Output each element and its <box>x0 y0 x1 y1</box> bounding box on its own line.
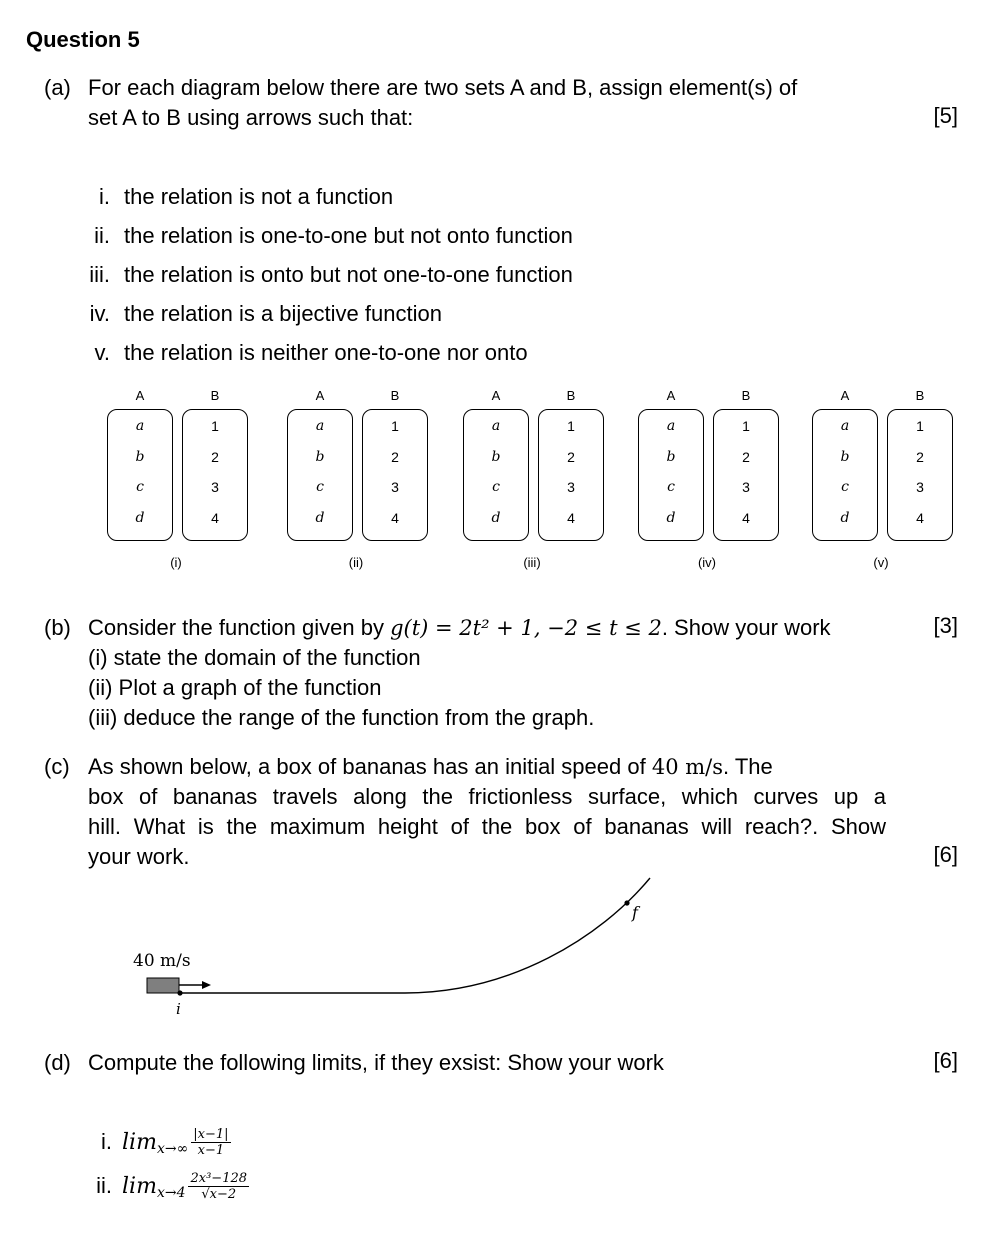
part-a-item <box>0 260 573 290</box>
part-a-items <box>0 182 700 382</box>
set-a-element: b <box>315 448 325 465</box>
part-a-item-num: i. <box>99 184 110 209</box>
initial-speed: 40 m/s <box>651 755 723 779</box>
set-a-element: a <box>315 418 325 434</box>
set-a-element: a <box>840 418 850 434</box>
limit-i-denominator: x−1 <box>197 1142 225 1158</box>
track-curve <box>180 878 650 993</box>
part-c-line3: hill. What is the maximum height of the box of bananas will reach?. Show <box>88 814 886 839</box>
set-a-element: c <box>841 479 849 495</box>
set-a-element: d <box>666 509 676 526</box>
set-b-element: 2 <box>211 448 219 465</box>
limit-ii-lim: lim <box>122 1173 157 1199</box>
limit-i-num: i. <box>101 1129 112 1154</box>
part-d-label: (d) <box>44 1050 71 1075</box>
set-a-label: A <box>666 388 676 403</box>
part-b-sub-iii: (iii) deduce the range of the function from the graph. <box>88 705 595 730</box>
velocity-arrow-head <box>202 981 211 989</box>
part-b-line1 <box>88 613 831 643</box>
part-a-item-text: the relation is a bijective function <box>124 301 442 326</box>
set-a-element: a <box>491 418 501 434</box>
set-b-element: 4 <box>391 509 399 526</box>
part-c-line1-post: . The <box>723 754 773 779</box>
set-b-box <box>887 409 953 541</box>
part-a-item-text: the relation is neither one-to-one nor onto <box>124 340 528 365</box>
set-b-element: 1 <box>916 418 924 434</box>
part-b-sub-ii: (ii) Plot a graph of the function <box>88 675 382 700</box>
set-b-label: B <box>566 388 576 403</box>
part-b-line1-pre: Consider the function given by <box>88 615 391 640</box>
set-b-box <box>713 409 779 541</box>
part-c-line1 <box>88 752 886 782</box>
part-c-label: (c) <box>44 754 70 779</box>
set-b-element: 3 <box>916 479 924 495</box>
set-a-label: A <box>315 388 325 403</box>
set-diagram <box>638 385 788 575</box>
set-b-element: 4 <box>567 509 575 526</box>
limit-i-fraction <box>191 1127 230 1158</box>
part-a-item-text: the relation is one-to-one but not onto function <box>124 223 573 248</box>
diagram-caption: (iii) <box>523 555 541 570</box>
diagram-caption: (v) <box>873 555 889 570</box>
limit-ii <box>0 1168 249 1204</box>
limit-ii-fraction <box>188 1171 249 1202</box>
limit-ii-denominator: √x−2 <box>201 1186 237 1202</box>
limit-ii-numerator: 2x³−128 <box>190 1170 248 1186</box>
set-diagrams <box>0 385 1004 575</box>
set-a-box <box>463 409 529 541</box>
set-a-element: a <box>666 418 676 434</box>
set-b-element: 2 <box>742 448 750 465</box>
part-a-line1: For each diagram below there are two sets A and B, assign element(s) of <box>88 75 798 100</box>
set-b-element: 2 <box>391 448 399 465</box>
set-a-element: c <box>136 479 144 495</box>
set-b-box <box>182 409 248 541</box>
part-a-item-text: the relation is not a function <box>124 184 394 209</box>
part-a-marks: [5] <box>933 103 958 128</box>
set-a-box <box>812 409 878 541</box>
end-point <box>624 900 629 905</box>
question-title: Question 5 <box>26 27 140 52</box>
banana-box <box>147 978 179 993</box>
start-label: i <box>176 1000 181 1018</box>
hill-figure <box>0 868 1004 1028</box>
diagram-caption: (iv) <box>697 555 717 570</box>
diagram-caption: (i) <box>170 555 182 570</box>
set-a-element: b <box>491 448 501 465</box>
set-diagram <box>287 385 437 575</box>
part-a-item <box>0 338 528 368</box>
set-b-box <box>538 409 604 541</box>
set-a-label: A <box>491 388 501 403</box>
part-b-label: (b) <box>44 615 71 640</box>
set-a-element: d <box>840 509 850 526</box>
part-c-line4: your work. <box>88 844 190 869</box>
speed-label: 40 m/s <box>133 951 191 971</box>
set-b-element: 1 <box>391 418 399 434</box>
set-b-box <box>362 409 428 541</box>
part-a-item <box>0 221 573 251</box>
set-diagram <box>463 385 613 575</box>
set-b-element: 3 <box>211 479 219 495</box>
limit-ii-sub: x→4 <box>156 1185 186 1201</box>
set-a-label: A <box>135 388 145 403</box>
set-a-element: b <box>135 448 145 465</box>
set-b-element: 4 <box>916 509 924 526</box>
set-a-element: c <box>667 479 675 495</box>
set-a-box <box>107 409 173 541</box>
limit-i-sub: x→∞ <box>156 1141 189 1157</box>
limit-ii-num: ii. <box>96 1173 112 1198</box>
set-b-element: 1 <box>742 418 750 434</box>
set-b-label: B <box>741 388 751 403</box>
set-b-label: B <box>915 388 925 403</box>
start-point <box>177 990 182 995</box>
set-a-element: d <box>135 509 145 526</box>
part-a-item-num: ii. <box>94 223 110 248</box>
set-a-element: b <box>666 448 676 465</box>
part-a-item <box>0 182 393 212</box>
set-b-element: 1 <box>567 418 575 434</box>
set-b-element: 3 <box>391 479 399 495</box>
part-a-item-text: the relation is onto but not one-to-one function <box>124 262 573 287</box>
part-b-sub-i: (i) state the domain of the function <box>88 645 421 670</box>
set-a-box <box>638 409 704 541</box>
part-c-marks: [6] <box>933 842 958 867</box>
part-a-label: (a) <box>44 75 71 100</box>
part-d-text: Compute the following limits, if they exsist: Show your work <box>88 1050 664 1075</box>
limit-i-numerator: |x−1| <box>193 1126 229 1142</box>
part-a-item-num: iv. <box>89 301 110 326</box>
set-a-element: d <box>315 509 325 526</box>
set-a-box <box>287 409 353 541</box>
set-b-element: 3 <box>567 479 575 495</box>
set-b-label: B <box>210 388 220 403</box>
part-c-line1-pre: As shown below, a box of bananas has an initial speed of <box>88 754 652 779</box>
set-b-element: 4 <box>211 509 219 526</box>
end-label: f <box>632 903 638 922</box>
diagram-caption: (ii) <box>348 555 364 570</box>
set-a-element: a <box>135 418 145 434</box>
set-diagram <box>812 385 962 575</box>
set-a-element: d <box>491 509 501 526</box>
set-diagram <box>107 385 257 575</box>
part-a-item <box>0 299 442 329</box>
set-b-element: 2 <box>567 448 575 465</box>
limit-i-lim: lim <box>122 1129 157 1155</box>
set-b-element: 1 <box>211 418 219 434</box>
set-a-element: b <box>840 448 850 465</box>
part-a-item-num: v. <box>94 340 110 365</box>
part-b-line1-post: . Show your work <box>661 615 831 640</box>
part-a-line2: set A to B using arrows such that: <box>88 105 414 130</box>
set-a-element: c <box>316 479 324 495</box>
part-d-marks: [6] <box>933 1048 958 1073</box>
set-b-element: 4 <box>742 509 750 526</box>
function-formula: g(t) = 2t² + 1, −2 ≤ t ≤ 2 <box>390 616 662 640</box>
set-b-element: 3 <box>742 479 750 495</box>
set-a-element: c <box>492 479 500 495</box>
set-b-element: 2 <box>916 448 924 465</box>
part-b-marks: [3] <box>933 613 958 638</box>
set-a-label: A <box>840 388 850 403</box>
set-b-label: B <box>390 388 400 403</box>
part-a-item-num: iii. <box>89 262 110 287</box>
part-c-line2: box of bananas travels along the frictionless surface, which curves up a <box>88 784 886 809</box>
limit-i <box>0 1124 231 1160</box>
